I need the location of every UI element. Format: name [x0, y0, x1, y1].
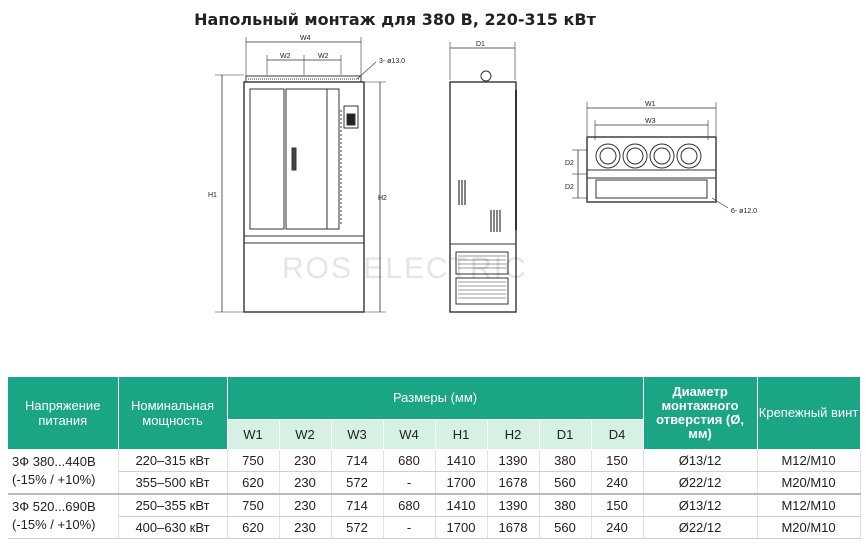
watermark: ROS ELECTRIC — [282, 252, 528, 285]
table-row — [8, 471, 860, 494]
diameter-cell: Ø13/12 — [643, 494, 757, 517]
subheader-w4: W4 — [383, 419, 435, 449]
voltage-range: 3Ф 380...440В — [12, 454, 96, 469]
h2-cell: 1678 — [487, 471, 539, 494]
label-d2-lower: D2 — [565, 184, 574, 191]
label-d2-upper: D2 — [565, 160, 574, 167]
h1-cell: 1700 — [435, 516, 487, 538]
power-cell: 220–315 кВт — [118, 449, 227, 471]
w1-cell: 750 — [227, 494, 279, 517]
d1-cell: 560 — [539, 471, 591, 494]
header-power: Номинальная мощность — [118, 377, 227, 449]
page-title: Напольный монтаж для 380 В, 220-315 кВт — [194, 10, 596, 29]
diameter-cell: Ø13/12 — [643, 449, 757, 471]
w4-cell: 680 — [383, 449, 435, 471]
table-row — [8, 449, 860, 471]
d4-cell: 240 — [591, 471, 643, 494]
subheader-d1: D1 — [539, 419, 591, 449]
h2-cell: 1678 — [487, 516, 539, 538]
w1-cell: 620 — [227, 516, 279, 538]
label-d1: D1 — [476, 41, 485, 48]
d4-cell: 150 — [591, 449, 643, 471]
w4-cell: 680 — [383, 494, 435, 517]
w3-cell: 714 — [331, 449, 383, 471]
power-cell: 400–630 кВт — [118, 516, 227, 538]
header-voltage: Напряжение питания — [8, 377, 118, 449]
label-top-holes: 3- ø13.0 — [379, 58, 406, 65]
table-row — [8, 516, 860, 538]
voltage-tolerance: (-15% / +10%) — [12, 517, 96, 532]
screw-cell: M12/M10 — [757, 449, 860, 471]
w3-cell: 572 — [331, 516, 383, 538]
w2-cell: 230 — [279, 516, 331, 538]
h2-cell: 1390 — [487, 449, 539, 471]
voltage-tolerance: (-15% / +10%) — [12, 472, 96, 487]
diameter-cell: Ø22/12 — [643, 516, 757, 538]
power-cell: 355–500 кВт — [118, 471, 227, 494]
power-cell: 250–355 кВт — [118, 494, 227, 517]
subheader-w2: W2 — [279, 419, 331, 449]
w2-cell: 230 — [279, 471, 331, 494]
table-row — [8, 494, 860, 517]
label-h1: H1 — [208, 192, 217, 199]
screw-cell: M20/M10 — [757, 471, 860, 494]
label-bottom-holes: 6- ø12.0 — [731, 208, 758, 215]
subheader-h1: H1 — [435, 419, 487, 449]
w1-cell: 750 — [227, 449, 279, 471]
w2-cell: 230 — [279, 494, 331, 517]
header-diameter: Диаметр монтажного отверстия (Ø, мм) — [643, 377, 757, 449]
h1-cell: 1700 — [435, 471, 487, 494]
screw-cell: M12/M10 — [757, 494, 860, 517]
voltage-cell — [8, 494, 118, 539]
subheader-w3: W3 — [331, 419, 383, 449]
w4-cell: - — [383, 516, 435, 538]
dimensions-table — [8, 377, 861, 539]
h2-cell: 1390 — [487, 494, 539, 517]
d1-cell: 380 — [539, 449, 591, 471]
h1-cell: 1410 — [435, 449, 487, 471]
diameter-cell: Ø22/12 — [643, 471, 757, 494]
header-dimensions: Размеры (мм) — [227, 377, 643, 419]
w4-cell: - — [383, 471, 435, 494]
header-screw: Крепежный винт — [757, 377, 860, 449]
label-w2-left: W2 — [280, 53, 291, 60]
screw-cell: M20/M10 — [757, 516, 860, 538]
w3-cell: 714 — [331, 494, 383, 517]
voltage-range: 3Ф 520...690В — [12, 499, 96, 514]
d1-cell: 560 — [539, 516, 591, 538]
w1-cell: 620 — [227, 471, 279, 494]
d1-cell: 380 — [539, 494, 591, 517]
voltage-cell — [8, 449, 118, 494]
w3-cell: 572 — [331, 471, 383, 494]
d4-cell: 150 — [591, 494, 643, 517]
label-h2: H2 — [378, 195, 387, 202]
subheader-d4: D4 — [591, 419, 643, 449]
label-w4: W4 — [300, 35, 311, 42]
d4-cell: 240 — [591, 516, 643, 538]
label-w3: W3 — [645, 118, 656, 125]
label-w2-right: W2 — [318, 53, 329, 60]
subheader-h2: H2 — [487, 419, 539, 449]
h1-cell: 1410 — [435, 494, 487, 517]
subheader-w1: W1 — [227, 419, 279, 449]
label-w1: W1 — [645, 101, 656, 108]
w2-cell: 230 — [279, 449, 331, 471]
